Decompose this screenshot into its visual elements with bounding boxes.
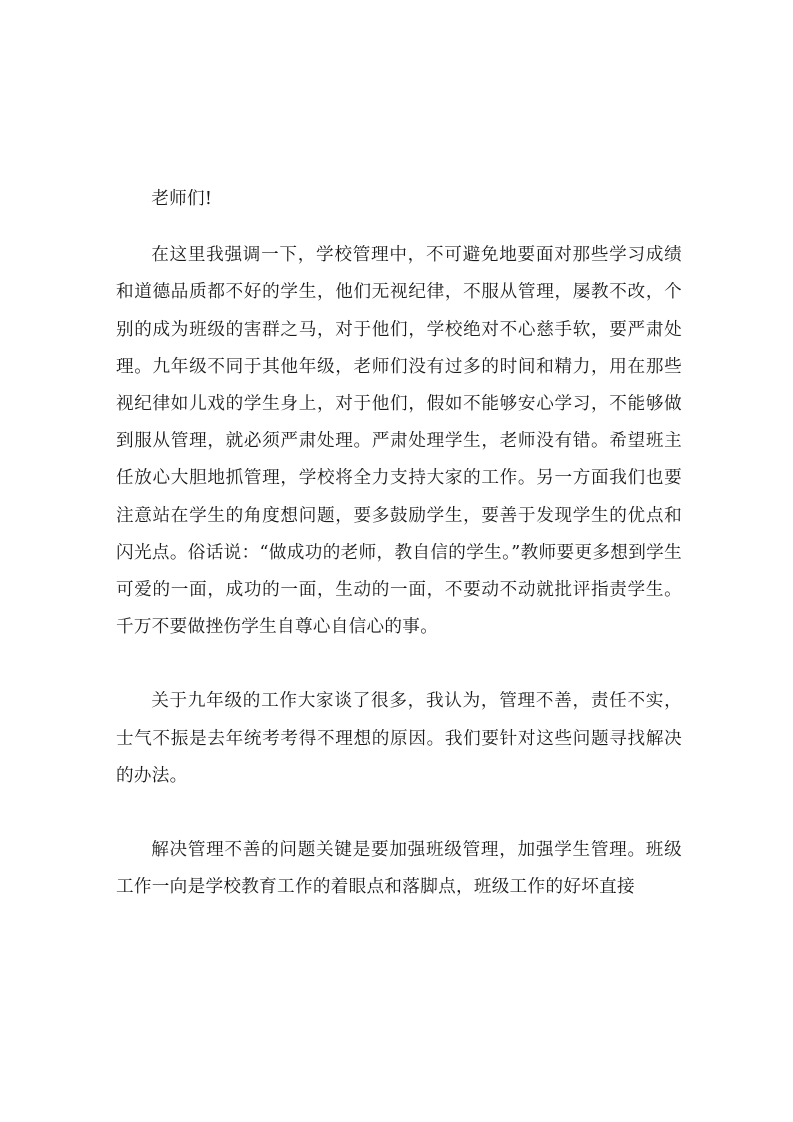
document-page — [116, 181, 682, 943]
salutation: 老师们! — [151, 189, 213, 209]
paragraph-discipline: 在这里我强调一下，学校管理中，不可避免地要面对那些学习成绩和道德品质都不好的学生，他们无视纪律，不服从管理，屡教不改，个别的成为班级的害群之马，对于他们，学校绝对不心慈手软，要严肃处理。九年级不同于其他年级，老师们没有过多的时间和精力，用在那些视纪律如儿戏的学生身上，对于他们，假如不能够安心学习，不能够做到服从管理，就必须严肃处理。严肃处理学生，老师没有错。希望班主任放心大胆地抓管理，学校将全力支持大家的工作。另一方面我们也要注意站在学生的角度想问题，要多鼓励学生，要善于发现学生的优点和闪光点。俗话说：“做成功的老师，教自信的学生。”教师要更多想到学生可爱的一面，成功的一面，生动的一面，不要动不动就批评指责学生。千万不要做挫伤学生自尊心自信心的事。 — [116, 245, 682, 638]
paragraph-class-management: 解决管理不善的问题关键是要加强班级管理，加强学生管理。班级工作一向是学校教育工作的着眼点和落脚点，班级工作的好坏直接 — [116, 840, 682, 898]
paragraph-grade-nine-issues: 关于九年级的工作大家谈了很多，我认为，管理不善，责任不实，士气不振是去年统考考得不理想的原因。我们要针对这些问题寻找解决的办法。 — [116, 691, 682, 786]
